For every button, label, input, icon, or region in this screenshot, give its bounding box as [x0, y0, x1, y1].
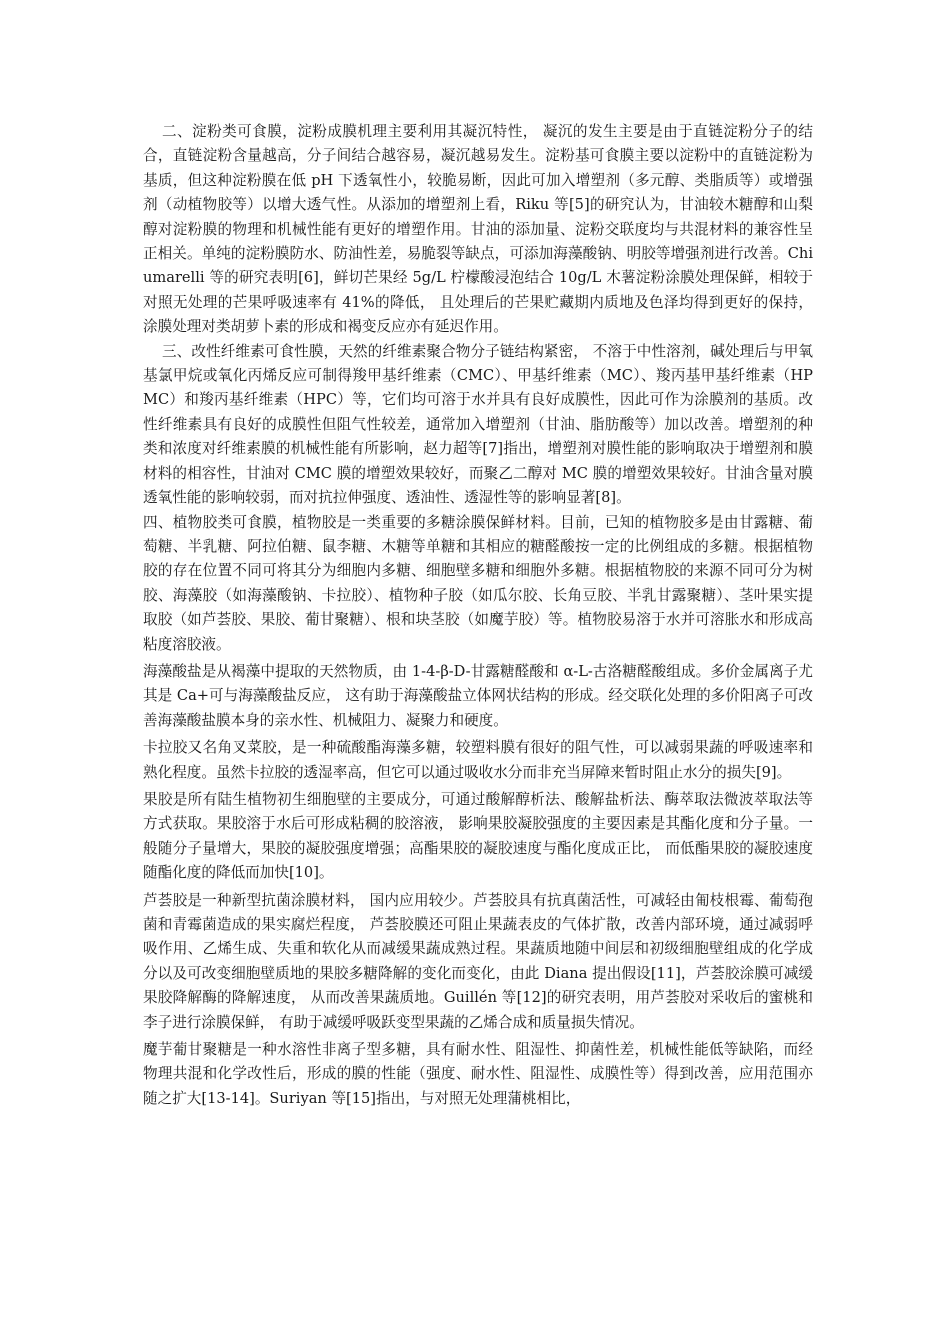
paragraph-carrageenan: 卡拉胶又名角叉菜胶，是一种硫酸酯海藻多糖，较塑料膜有很好的阻气性，可以减弱果蔬的呼吸速率和熟化程度。虽然卡拉胶的透湿率高，但它可以通过吸收水分而非充当屏障来暂时阻止水分的损失[9]。	[143, 739, 813, 781]
paragraph-konjac-glucomannan: 魔芋葡甘聚糖是一种水溶性非离子型多糖，具有耐水性、阻湿性、抑菌性差，机械性能低等缺陷，而经物理共混和化学改性后，形成的膜的性能（强度、耐水性、阻湿性、成膜性等）得到改善，应用范围亦随之扩大[13-14]。Suriyan 等[15]指出，与对照无处理蒲桃相比，	[143, 1041, 813, 1107]
paragraph-alginate: 海藻酸盐是从褐藻中提取的天然物质，由 1-4-β-D-甘露糖醛酸和 α-L-古洛糖醛酸组成。多价金属离子尤其是 Ca+可与海藻酸盐反应， 这有助于海藻酸盐立体网状结构的形成。经交联化处理的多价阳离子可改善海藻酸盐膜本身的亲水性、机械阻力、凝聚力和硬度。	[143, 662, 813, 729]
paragraph-starch-film: 二、淀粉类可食膜，淀粉成膜机理主要利用其凝沉特性， 凝沉的发生主要是由于直链淀粉分子的结合，直链淀粉含量越高，分子间结合越容易，凝沉越易发生。淀粉基可食膜主要以淀粉中的直链淀粉为基质，但这种淀粉膜在低 pH 下透氧性小，较脆易断，因此可加入增塑剂（多元醇、类脂质等）或增强剂（动植物胶等）以增大透气性。从添加的增塑剂上看，Riku 等[5]的研究认为，甘油较木糖醇和山梨醇对淀粉膜的物理和机械性能有更好的增塑作用。甘油的添加量、淀粉交联度均与共混材料的兼容性呈正相关。单纯的淀粉膜防水、防油性差，易脆裂等缺点，可添加海藻酸钠、明胶等增强剂进行改善。Chiumarelli 等的研究表明[6]，鲜切芒果经 5g/L 柠檬酸浸泡结合 10g/L 木薯淀粉涂膜处理保鲜，相较于对照无处理的芒果呼吸速率有 41%的降低， 且处理后的芒果贮藏期内质地及色泽均得到更好的保持， 涂膜处理对类胡萝卜素的形成和褐变反应亦有延迟作用。	[143, 123, 813, 336]
paragraph-aloe-gel: 芦荟胶是一种新型抗菌涂膜材料， 国内应用较少。芦荟胶具有抗真菌活性，可减轻由匍枝根霉、葡萄孢菌和青霉菌造成的果实腐烂程度， 芦荟胶膜还可阻止果蔬表皮的气体扩散，改善内部环境，通过减弱呼吸作用、乙烯生成、失重和软化从而减缓果蔬成熟过程。果蔬质地随中间层和初级细胞壁组成的化学成分以及可改变细胞壁质地的果胶多糖降解的变化而变化，由此 Diana 提出假设[11]，芦荟胶涂膜可减缓果胶降解酶的降解速度， 从而改善果蔬质地。Guillén 等[12]的研究表明，用芦荟胶对采收后的蜜桃和李子进行涂膜保鲜， 有助于减缓呼吸跃变型果蔬的乙烯合成和质量损失情况。	[143, 891, 813, 1031]
document-body	[143, 120, 813, 1111]
paragraph-cellulose-film: 三、改性纤维素可食性膜，天然的纤维素聚合物分子链结构紧密， 不溶于中性溶剂，碱处理后与甲氧基氯甲烷或氧化丙烯反应可制得羧甲基纤维素（CMC）、甲基纤维素（MC）、羧丙基甲基纤维素（HPMC）和羧丙基纤维素（HPC）等，它们均可溶于水并具有良好成膜性，因此可作为涂膜剂的基质。改性纤维素具有良好的成膜性但阻气性较差，通常加入增塑剂（甘油、脂肪酸等）加以改善。增塑剂的种类和浓度对纤维素膜的机械性能有所影响，赵力超等[7]指出，增塑剂对膜性能的影响取决于增塑剂和膜材料的相容性，甘油对 CMC 膜的增塑效果较好，而聚乙二醇对 MC 膜的增塑效果较好。甘油含量对膜透氧性能的影响较弱，而对抗拉伸强度、透油性、透湿性等的影响显著[8]。	[143, 342, 813, 507]
paragraph-plant-gum-film: 四、植物胶类可食膜，植物胶是一类重要的多糖涂膜保鲜材料。目前，已知的植物胶多是由甘露糖、葡萄糖、半乳糖、阿拉伯糖、鼠李糖、木糖等单糖和其相应的糖醛酸按一定的比例组成的多糖。根据植物胶的存在位置不同可将其分为细胞内多糖、细胞壁多糖和细胞外多糖。根据植物胶的来源不同可分为树胶、海藻胶（如海藻酸钠、卡拉胶）、植物种子胶（如瓜尔胶、长角豆胶、半乳甘露聚糖）、茎叶果实提取胶（如芦荟胶、果胶、葡甘聚糖）、根和块茎胶（如魔芋胶）等。植物胶易溶于水并可溶胀水和形成高粘度溶胶液。	[143, 513, 813, 653]
paragraph-pectin: 果胶是所有陆生植物初生细胞壁的主要成分，可通过酸解醇析法、酸解盐析法、酶萃取法微波萃取法等方式获取。果胶溶于水后可形成粘稠的胶溶液， 影响果胶凝胶强度的主要因素是其酯化度和分子量。一般随分子量增大，果胶的凝胶强度增强；高酯果胶的凝胶速度与酯化度成正比， 而低酯果胶的凝胶速度随酯化度的降低而加快[10]。	[143, 790, 813, 882]
